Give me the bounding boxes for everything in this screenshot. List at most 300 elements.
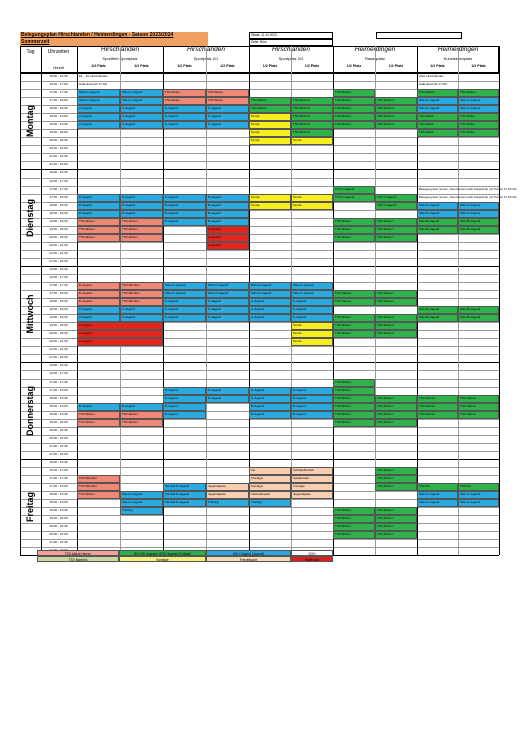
time-slot: 18:00 - 18:30 [49, 202, 68, 207]
booking-cell: D-Jugend [249, 395, 291, 403]
booking-cell: D-Jugend [163, 218, 206, 226]
time-slot: 21:00 - 21:30 [49, 347, 68, 352]
time-slot: 20:30 - 21:00 [49, 339, 68, 344]
booking-cell: TSV Bambini [77, 483, 120, 491]
booking-cell: Jugendspiele [206, 491, 249, 499]
booking-cell: SGH B-Jugend [458, 218, 499, 226]
time-slot: 17:00 - 17:30 [49, 90, 68, 95]
booking-cell: TSV Aktive I [375, 467, 417, 475]
booking-cell: C-Jugend [249, 314, 291, 322]
day-label-montag: Montag [25, 105, 36, 138]
document-subtitle: Sommerzeit [20, 39, 208, 46]
row-line [20, 266, 499, 267]
booking-cell: TSV Damen [417, 411, 458, 419]
stand-field: Stand: 11.10.2023 [249, 32, 333, 39]
booking-cell: SGH C-Jugend [120, 89, 163, 97]
booking-cell: SGH C-Jugend [458, 97, 499, 105]
col-uhrzeiten: Uhrzeiten [47, 49, 70, 55]
day-label-freitag: Freitag [25, 492, 36, 523]
day-label-donnerstag: Donnerstag [25, 385, 36, 436]
time-slot: 20:30 - 21:00 [49, 146, 68, 151]
booking-cell: TSV Aktive I [333, 419, 375, 427]
booking-cell: Kreisliga [291, 483, 333, 491]
time-slot: 20:00 - 20:30 [49, 524, 68, 529]
half-place-header: 1/2 Platz [262, 64, 278, 68]
venue2-sub: Sportplatz 2/1 [193, 56, 219, 61]
booking-cell: TSV Aktive I [375, 234, 417, 242]
col-line [20, 46, 21, 555]
time-slot: 16:00 - 16:30 [49, 266, 68, 271]
booking-cell: SGH C-Jugend [163, 282, 206, 290]
booking-cell: B-Jugend [163, 403, 206, 411]
booking-cell: SGH C-Jugend [417, 499, 458, 507]
booking-cell: TSV Aktive [206, 89, 249, 97]
booking-cell: TSV Aktive I [333, 507, 375, 515]
booking-cell: TSV Aktive II [291, 97, 333, 105]
time-slot: 21:00 - 21:30 [49, 540, 68, 545]
booking-cell: D-Jugend [120, 202, 163, 210]
time-slot: 19:00 - 19:30 [49, 508, 68, 513]
booking-cell: C-Jugend [206, 314, 249, 322]
booking-cell: Hallenbad (ab 17:00) [419, 82, 448, 87]
booking-cell: D-Jugend [163, 210, 206, 218]
booking-cell: Training [206, 499, 249, 507]
booking-cell: TSV Aktive I [375, 507, 417, 515]
booking-cell: Hallenbad (ab 17:00) [79, 82, 108, 87]
time-slot: 19:30 - 20:00 [49, 516, 68, 521]
time-slot: 19:30 - 20:00 [49, 323, 68, 328]
booking-cell: TSV Bambini [120, 282, 163, 290]
venue3-sub: Sportplatz 2/2 [278, 56, 304, 61]
booking-cell: B-Jugend [206, 210, 249, 218]
booking-cell: TSV Aktive II [375, 322, 417, 330]
booking-cell: TSV Damen [417, 403, 458, 411]
booking-cell: A-Jugend [206, 242, 249, 250]
booking-cell: SGH B-Jugend [417, 218, 458, 226]
time-slot: 18:30 - 19:00 [49, 114, 68, 119]
booking-cell: TSV Aktive [163, 97, 206, 105]
booking-cell: SGH B-Jugend [458, 314, 499, 322]
booking-cell: TSV Aktive I [333, 515, 375, 523]
booking-cell: A-Jugend [206, 226, 249, 234]
booking-cell: Belegung über Verein / Sportverein nach Absprache mit Trainer 17:30 Uhr [419, 186, 518, 191]
contact-field: Seite: Büro [249, 39, 333, 46]
time-slot: 18:00 - 18:30 [49, 395, 68, 400]
time-slot: 20:30 - 21:00 [49, 435, 68, 440]
booking-cell: TSV Aktive I [333, 379, 375, 387]
time-slot: 16:00 - 16:30 [49, 363, 68, 368]
booking-cell: Kreisliga [249, 475, 291, 483]
booking-cell: C-Jugend [163, 105, 206, 113]
half-place-header: 1/2 Platz [177, 64, 192, 68]
col-line [499, 46, 500, 555]
booking-cell: C-Jugend [120, 113, 163, 121]
time-slot: 17:00 - 17:30 [49, 186, 68, 191]
time-slot: 18:30 - 19:00 [49, 307, 68, 312]
booking-cell: C-Jugend [206, 121, 249, 129]
booking-cell: B-Jugend [249, 411, 291, 419]
booking-cell: TSV Aktive I [77, 218, 120, 226]
time-slot: 21:30 - 22:00 [49, 162, 68, 167]
booking-cell: D-Jugend [120, 194, 163, 202]
booking-cell: TSV Aktive I [77, 411, 120, 419]
legend-item: SG H/H Jugend / SGH Jugend (Fußball) [119, 550, 206, 556]
booking-cell: C-Jugend [206, 298, 249, 306]
booking-cell: SGH B-Jugend [417, 314, 458, 322]
booking-cell: TSV Aktive I [333, 314, 375, 322]
booking-cell: SGH C-Jugend [206, 282, 249, 290]
booking-cell: A-Jugend [206, 234, 249, 242]
booking-cell: TSV Aktive I [120, 419, 163, 427]
venue1-sub: Sportfeld Sportplatz [102, 56, 138, 61]
booking-cell: TSV Aktive I [333, 330, 375, 338]
time-slot: 18:30 - 19:00 [49, 210, 68, 215]
booking-cell: A-Jugend [77, 330, 163, 338]
booking-cell: C-Jugend [163, 121, 206, 129]
legend-item: SGH Jugend (Jugend) [206, 550, 291, 556]
booking-cell: C-Jugend [163, 298, 206, 306]
booking-cell: C-Jugend [163, 113, 206, 121]
venue1-name: Hirschlanden [101, 46, 139, 53]
row-line [20, 178, 499, 179]
booking-cell: SGH C-Jugend [291, 290, 333, 298]
booking-cell: D-Jugend [120, 210, 163, 218]
booking-cell: E-Jugend [77, 290, 120, 298]
booking-cell: TSV Aktive II [291, 113, 333, 121]
row-line [20, 427, 499, 428]
booking-cell: SGH D-Jugend [417, 202, 458, 210]
booking-cell: C-Jugend [77, 121, 120, 129]
booking-cell: TSV Damen [458, 403, 499, 411]
booking-cell: SGH C-Jugend [120, 491, 163, 499]
booking-cell: frei/Spielbetrieb [291, 467, 333, 475]
booking-cell: TSV Aktive I [375, 523, 417, 531]
time-slot: 18:00 - 18:30 [49, 299, 68, 304]
booking-cell: TSV Aktive I [333, 387, 375, 395]
booking-cell: C-Jugend [120, 105, 163, 113]
booking-cell: D-Jugend [77, 210, 120, 218]
booking-cell: D-Jugend [163, 395, 206, 403]
booking-cell: TSV AH [458, 483, 499, 491]
time-slot: 21:00 - 21:30 [49, 154, 68, 159]
row-line [20, 161, 499, 162]
row-line [20, 274, 499, 275]
booking-cell: TSV Aktive I [333, 113, 375, 121]
row-line [20, 250, 499, 251]
booking-cell: TSV Aktive I [333, 411, 375, 419]
booking-cell: TSV Damen [417, 395, 458, 403]
booking-cell: C-Jugend [120, 121, 163, 129]
booking-cell: B-Jugend [77, 403, 120, 411]
booking-cell: B-Jugend [249, 403, 291, 411]
booking-cell: TSV F-Jugend [375, 194, 417, 202]
row-line [20, 145, 499, 146]
booking-cell: TSV Aktive [458, 129, 499, 137]
venue4-sub: Rasenplatz [364, 56, 385, 61]
booking-cell: D-Jugend [163, 387, 206, 395]
row-line [20, 258, 499, 259]
booking-cell: Belegung über Verein / Sportverein nach Absprache mit Trainer 17:30 Uhr [419, 194, 518, 199]
booking-cell: TSV Aktive I [333, 531, 375, 539]
booking-cell: B-Jugend [206, 202, 249, 210]
booking-cell: SGH B-Jugend [417, 226, 458, 234]
booking-cell: SGH C-Jugend [163, 290, 206, 298]
booking-cell: TSV Aktive II [375, 330, 417, 338]
time-slot: 21:00 - 21:30 [49, 250, 68, 255]
booking-cell: TSV F-Jugend [375, 202, 417, 210]
row-line [20, 346, 499, 347]
booking-cell: TSV Aktive I [417, 89, 458, 97]
booking-cell: TSV Aktive I [333, 226, 375, 234]
time-slot: 21:00 - 21:30 [49, 443, 68, 448]
booking-cell: TSV Damen [333, 290, 375, 298]
booking-cell: TSV Aktive I [333, 97, 375, 105]
time-slot: 19:30 - 20:00 [49, 226, 68, 231]
booking-cell: TSV Damen [333, 298, 375, 306]
time-slot: 17:30 - 18:00 [49, 387, 68, 392]
booking-cell: TSV Damen [458, 395, 499, 403]
booking-cell: TSV Aktive I [375, 483, 417, 491]
time-slot: 16:30 - 17:00 [49, 275, 68, 279]
booking-cell: Jugendspiele [291, 491, 333, 499]
booking-cell: SGH C-Jugend [291, 282, 333, 290]
time-slot: 16:30 - 17:00 [49, 82, 68, 87]
legend-item: TSV Bambini [37, 556, 119, 562]
booking-cell: TSV Aktive I [458, 89, 499, 97]
booking-cell: TSV F-Jugend [333, 186, 375, 194]
booking-cell: TSV Aktive I [375, 226, 417, 234]
row-line [20, 443, 499, 444]
row-line [20, 451, 499, 452]
booking-cell: D-Jugend [77, 194, 120, 202]
booking-cell: C-Jugend [206, 113, 249, 121]
time-slot: 16:30 - 17:00 [49, 178, 68, 183]
booking-cell: TSV Aktive I [120, 226, 163, 234]
row-line [20, 507, 499, 508]
booking-cell: TSV Aktive I [333, 395, 375, 403]
venue5-name: Heimerdingen [437, 46, 479, 53]
time-slot: 20:00 - 20:30 [49, 234, 68, 239]
booking-cell: TSV Aktive [206, 97, 249, 105]
time-slot: 18:30 - 19:00 [49, 500, 68, 505]
booking-cell: TSV Aktive I [77, 491, 120, 499]
time-slot: 20:00 - 20:30 [49, 138, 68, 143]
time-slot: 20:00 - 20:30 [49, 427, 68, 432]
col-tag: Tag [26, 49, 35, 55]
booking-cell: SGH B-Jugend [458, 306, 499, 314]
time-slot: 18:30 - 19:00 [49, 403, 68, 408]
legend-item: Freizeitsport [206, 556, 291, 562]
booking-cell: TSV Aktive I [375, 403, 417, 411]
booking-cell: TSV F-Jugend [333, 194, 375, 202]
row-line [20, 153, 499, 154]
half-place-header: 1/2 Platz [220, 64, 235, 68]
row-line [20, 362, 499, 363]
booking-cell: TSV Aktive I [375, 475, 417, 483]
booking-cell: Tennis [291, 330, 333, 338]
booking-cell: C-Jugend [120, 314, 163, 322]
booking-cell: C-Jugend [77, 113, 120, 121]
booking-cell: TSV Aktive I [375, 419, 417, 427]
booking-cell: Tennis [249, 202, 291, 210]
booking-cell: D-Jugend [163, 194, 206, 202]
time-slot: 21:30 - 22:00 [49, 451, 68, 456]
col-uhrzeit-sub: Uhrzeit [52, 66, 65, 70]
booking-cell: Spielbetrieb [291, 475, 333, 483]
booking-cell: TSV Damen [375, 290, 417, 298]
document-title: Belegungsplan Hirschlanden / Heimerdingen - Saison 2023/2024 [20, 32, 208, 39]
booking-cell: frei [249, 467, 291, 475]
booking-cell: C-Jugend [77, 306, 120, 314]
time-slot: 21:30 - 22:00 [49, 258, 68, 263]
booking-cell: TSV Aktive I [333, 234, 375, 242]
booking-cell: C-Jugend [249, 306, 291, 314]
booking-cell: TSV Aktive I [77, 234, 120, 242]
booking-cell: SGH C-Jugend [458, 491, 499, 499]
time-slot: 20:30 - 21:00 [49, 532, 68, 537]
booking-cell: C-Jugend [77, 105, 120, 113]
row-line [20, 539, 499, 540]
booking-cell: TSV Aktive II [375, 97, 417, 105]
booking-cell: TSV Aktive I [333, 121, 375, 129]
booking-cell: B-Jugend [163, 411, 206, 419]
booking-cell: Training [120, 507, 163, 515]
legend-item: SGH [291, 550, 333, 556]
booking-cell: TSV Aktive II [375, 121, 417, 129]
booking-cell: B-Jugend [206, 194, 249, 202]
booking-cell: D-Jugend [206, 387, 249, 395]
booking-cell: D-Jugend [291, 395, 333, 403]
booking-cell: SGH C-Jugend [417, 97, 458, 105]
row-line [20, 370, 499, 371]
booking-cell: TSV Aktive [458, 113, 499, 121]
booking-cell: SGH C-Jugend [206, 290, 249, 298]
booking-cell: SG H/H E-Jugend [163, 491, 206, 499]
booking-cell: TSV Aktive I [333, 322, 375, 330]
booking-cell: C-Jugend [120, 306, 163, 314]
booking-cell: C-Jugend [163, 306, 206, 314]
booking-cell: B-Jugend [291, 411, 333, 419]
row-line [20, 242, 499, 243]
day-label-mittwoch: Mittwoch [25, 294, 36, 334]
booking-cell: D-Jugend [249, 387, 291, 395]
booking-cell: C-Jugend [291, 306, 333, 314]
booking-cell: SG H/H E-Jugend [163, 483, 206, 491]
booking-cell: TSV Damen [458, 411, 499, 419]
booking-cell: TSV Aktive I [249, 105, 291, 113]
booking-cell: TSV Aktive I [77, 419, 120, 427]
booking-cell: Tennis [291, 338, 333, 346]
time-slot: 17:00 - 17:30 [49, 476, 68, 480]
booking-cell: D-Jugend [163, 202, 206, 210]
row-line [20, 459, 499, 460]
booking-cell: TSV Aktive I [375, 395, 417, 403]
booking-cell: TSV Aktive II [291, 129, 333, 137]
booking-cell: TSV Aktive II [291, 105, 333, 113]
booking-cell: Tennis [249, 137, 291, 145]
booking-cell: E1 - Tor Hirschlanden [79, 74, 108, 78]
time-slot: 18:00 - 18:30 [49, 492, 68, 497]
booking-cell: TSV Aktive I [375, 218, 417, 226]
booking-cell: TSV Aktive II [291, 121, 333, 129]
booking-cell: SGH C-Jugend [458, 210, 499, 218]
time-slot: 16:30 - 17:00 [49, 467, 68, 472]
row-line [20, 354, 499, 355]
booking-cell: Tennis [249, 121, 291, 129]
booking-cell: TSV Aktive [417, 113, 458, 121]
booking-cell: TSV Aktive I [333, 218, 375, 226]
legend-item: Sonstige [119, 556, 206, 562]
booking-cell: SGH C-Jugend [458, 202, 499, 210]
booking-cell: Tennis [291, 137, 333, 145]
time-slot: 20:30 - 21:00 [49, 242, 68, 247]
row-line [20, 523, 499, 524]
booking-cell: Training [249, 499, 291, 507]
booking-cell: SGH C-Jugend [77, 89, 120, 97]
booking-cell: TSV Aktive II [375, 105, 417, 113]
booking-cell: TSV Aktive I [77, 226, 120, 234]
booking-cell: Tennis [291, 194, 333, 202]
booking-cell: B-Jugend [120, 403, 163, 411]
time-slot: 19:00 - 19:30 [49, 315, 68, 320]
row-line [20, 515, 499, 516]
booking-cell: TSV Aktive I [120, 234, 163, 242]
booking-cell: SGH D-Jugend [417, 210, 458, 218]
booking-cell: C-Jugend [291, 298, 333, 306]
booking-cell: TSV Aktive I [375, 411, 417, 419]
booking-cell: D-Jugend [206, 395, 249, 403]
time-slot: 21:30 - 22:00 [49, 355, 68, 360]
booking-cell: A-Jugend [77, 322, 163, 330]
booking-cell: Jugendspiele [206, 483, 249, 491]
legend-item: Hallenbad [291, 556, 333, 562]
booking-cell: SGH C-Jugend [458, 105, 499, 113]
row-line [20, 547, 499, 548]
booking-cell: Tennis [291, 322, 333, 330]
time-slot: 19:30 - 20:00 [49, 419, 68, 424]
venue3-name: Hirschlanden [272, 46, 310, 53]
booking-cell: TSV Aktive I [333, 403, 375, 411]
booking-cell: TSV Aktive I [375, 515, 417, 523]
booking-cell: B-Jugend [206, 218, 249, 226]
booking-cell: SGH B-Jugend [417, 306, 458, 314]
booking-cell: TSV Aktive [417, 129, 458, 137]
half-place-header: 1/2 Platz [346, 64, 362, 68]
row-line [20, 435, 499, 436]
booking-cell: A-Jugend [77, 338, 163, 346]
booking-cell: SG H/H E-Jugend [163, 499, 206, 507]
time-slot: 17:30 - 18:00 [49, 291, 68, 296]
half-place-header: 1/2 Platz [430, 64, 445, 68]
booking-cell: Tennis [249, 194, 291, 202]
booking-cell: Tennis [249, 129, 291, 137]
booking-cell: C-Jugend [206, 306, 249, 314]
booking-cell: TSV Bambini [120, 298, 163, 306]
half-place-header: 1/2 Platz [388, 64, 404, 68]
half-place-header: 1/2 Platz [471, 64, 486, 68]
booking-cell: SGH C-Jugend [249, 290, 291, 298]
booking-cell: TSV Aktive [417, 121, 458, 129]
booking-cell: TSV Aktive I [120, 411, 163, 419]
booking-cell: SGH C-Jugend [417, 105, 458, 113]
booking-cell: D-Jugend [77, 202, 120, 210]
time-slot: 18:00 - 18:30 [49, 106, 68, 111]
booking-cell: E-Jugend [77, 298, 120, 306]
booking-cell: TSV Aktive I [333, 89, 375, 97]
booking-cell: TSV Aktive [163, 89, 206, 97]
booking-cell: Verbandsspiel [249, 491, 291, 499]
legend-item: TSV Aktive Herren [37, 550, 119, 556]
